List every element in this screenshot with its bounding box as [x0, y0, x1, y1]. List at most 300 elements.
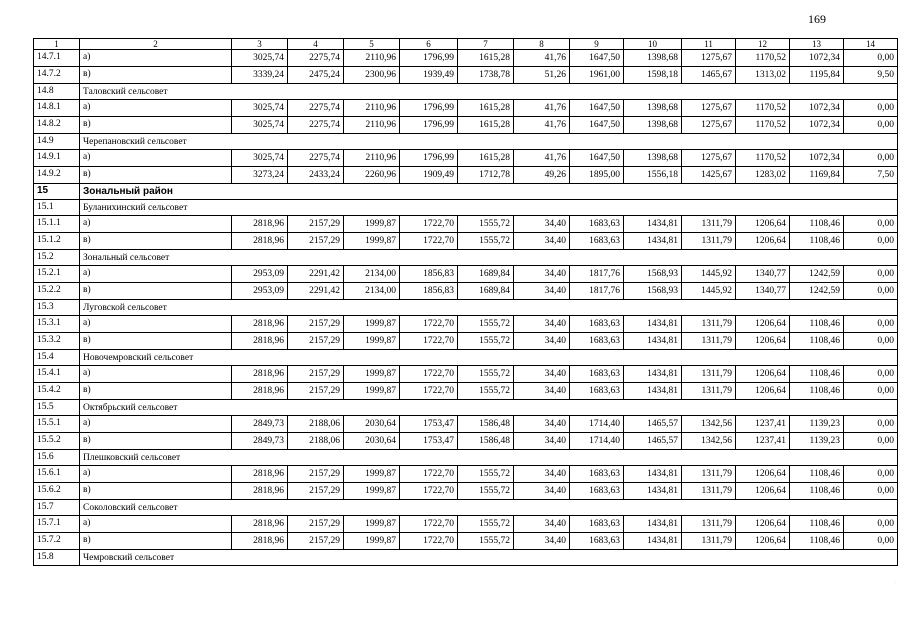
value-cell: 0,00	[844, 266, 898, 283]
row-code-cell: 15.7	[34, 500, 80, 516]
value-cell: 1342,56	[682, 433, 736, 450]
value-cell: 1796,99	[400, 50, 458, 67]
value-cell: 1555,72	[458, 466, 514, 483]
value-cell: 1722,70	[400, 483, 458, 500]
table-row	[34, 233, 898, 250]
row-label-cell: а)	[80, 100, 232, 117]
value-cell: 2157,29	[288, 383, 344, 400]
value-cell: 1206,64	[736, 466, 790, 483]
value-cell: 0,00	[844, 483, 898, 500]
value-cell: 1689,84	[458, 266, 514, 283]
row-label-cell: а)	[80, 516, 232, 533]
row-code-cell: 15.7.1	[34, 516, 80, 533]
value-cell: 1722,70	[400, 333, 458, 350]
value-cell: 1817,76	[570, 266, 624, 283]
value-cell: 2818,96	[232, 216, 288, 233]
row-code-cell: 15.4.1	[34, 366, 80, 383]
row-label-cell: в)	[80, 167, 232, 184]
section-title-cell: Зональный сельсовет	[80, 250, 898, 266]
value-cell: 3025,74	[232, 150, 288, 167]
row-code-cell: 15.6	[34, 450, 80, 466]
value-cell: 41,76	[514, 117, 570, 134]
row-code-cell: 15.3	[34, 300, 80, 316]
value-cell: 0,00	[844, 533, 898, 550]
table-row	[34, 150, 898, 167]
scan-edge-mark: ·	[894, 580, 896, 586]
section-header-row	[34, 400, 898, 416]
value-cell: 1425,67	[682, 167, 736, 184]
column-number-cell: 12	[736, 39, 790, 50]
value-cell: 1999,87	[344, 333, 400, 350]
row-label-cell: а)	[80, 366, 232, 383]
value-cell: 1615,28	[458, 50, 514, 67]
table-row	[34, 533, 898, 550]
value-cell: 1722,70	[400, 316, 458, 333]
value-cell: 9,50	[844, 67, 898, 84]
value-cell: 34,40	[514, 416, 570, 433]
row-code-cell: 14.9.1	[34, 150, 80, 167]
value-cell: 1817,76	[570, 283, 624, 300]
value-cell: 1714,40	[570, 416, 624, 433]
row-code-cell: 15.5.2	[34, 433, 80, 450]
value-cell: 1465,57	[624, 433, 682, 450]
value-cell: 1108,46	[790, 216, 844, 233]
value-cell: 2157,29	[288, 466, 344, 483]
value-cell: 1311,79	[682, 483, 736, 500]
value-cell: 2818,96	[232, 383, 288, 400]
value-cell: 1170,52	[736, 150, 790, 167]
value-cell: 1313,02	[736, 67, 790, 84]
value-cell: 2110,96	[344, 150, 400, 167]
value-cell: 1311,79	[682, 366, 736, 383]
value-cell: 1722,70	[400, 516, 458, 533]
value-cell: 2818,96	[232, 483, 288, 500]
value-cell: 1999,87	[344, 533, 400, 550]
value-cell: 1170,52	[736, 100, 790, 117]
column-number-cell: 14	[844, 39, 898, 50]
value-cell: 0,00	[844, 383, 898, 400]
value-cell: 0,00	[844, 516, 898, 533]
value-cell: 1108,46	[790, 383, 844, 400]
value-cell: 1434,81	[624, 516, 682, 533]
value-cell: 1434,81	[624, 533, 682, 550]
row-code-cell: 15.2	[34, 250, 80, 266]
section-title-cell: Октябрьский сельсовет	[80, 400, 898, 416]
value-cell: 1398,68	[624, 50, 682, 67]
value-cell: 1555,72	[458, 383, 514, 400]
value-cell: 1434,81	[624, 466, 682, 483]
section-title-cell: Луговской сельсовет	[80, 300, 898, 316]
value-cell: 1139,23	[790, 416, 844, 433]
value-cell: 1434,81	[624, 333, 682, 350]
value-cell: 1796,99	[400, 150, 458, 167]
value-cell: 2818,96	[232, 466, 288, 483]
column-number-cell: 11	[682, 39, 736, 50]
row-code-cell: 15.6.1	[34, 466, 80, 483]
value-cell: 51,26	[514, 67, 570, 84]
section-header-row	[34, 350, 898, 366]
value-cell: 34,40	[514, 533, 570, 550]
row-label-cell: а)	[80, 316, 232, 333]
value-cell: 2157,29	[288, 533, 344, 550]
column-number-cell: 1	[34, 39, 80, 50]
row-label-cell: а)	[80, 50, 232, 67]
value-cell: 1586,48	[458, 416, 514, 433]
value-cell: 1237,41	[736, 433, 790, 450]
row-label-cell: а)	[80, 150, 232, 167]
value-cell: 2475,24	[288, 67, 344, 84]
section-title-cell: Зональный район	[80, 184, 898, 200]
value-cell: 1206,64	[736, 366, 790, 383]
row-code-cell: 15.8	[34, 550, 80, 566]
value-cell: 1206,64	[736, 483, 790, 500]
value-cell: 2818,96	[232, 333, 288, 350]
value-cell: 1683,63	[570, 516, 624, 533]
value-cell: 1170,52	[736, 117, 790, 134]
value-cell: 1445,92	[682, 266, 736, 283]
value-cell: 1722,70	[400, 233, 458, 250]
row-code-cell: 14.9	[34, 134, 80, 150]
section-title-cell: Таловский сельсовет	[80, 84, 898, 100]
value-cell: 1311,79	[682, 516, 736, 533]
value-cell: 0,00	[844, 416, 898, 433]
value-cell: 2275,74	[288, 50, 344, 67]
value-cell: 1568,93	[624, 283, 682, 300]
value-cell: 0,00	[844, 50, 898, 67]
value-cell: 1434,81	[624, 366, 682, 383]
column-number-cell: 5	[344, 39, 400, 50]
value-cell: 3025,74	[232, 50, 288, 67]
value-cell: 34,40	[514, 433, 570, 450]
value-cell: 0,00	[844, 316, 898, 333]
value-cell: 1311,79	[682, 533, 736, 550]
row-label-cell: а)	[80, 266, 232, 283]
value-cell: 1647,50	[570, 117, 624, 134]
row-code-cell: 15.1	[34, 200, 80, 216]
value-cell: 1615,28	[458, 150, 514, 167]
value-cell: 1108,46	[790, 466, 844, 483]
row-code-cell: 15.4.2	[34, 383, 80, 400]
value-cell: 2953,09	[232, 283, 288, 300]
table-row	[34, 266, 898, 283]
value-cell: 1340,77	[736, 266, 790, 283]
row-label-cell: а)	[80, 466, 232, 483]
section-title-cell: Соколовский сельсовет	[80, 500, 898, 516]
row-code-cell: 15	[34, 184, 80, 200]
value-cell: 34,40	[514, 266, 570, 283]
row-label-cell: в)	[80, 383, 232, 400]
column-number-cell: 10	[624, 39, 682, 50]
value-cell: 1434,81	[624, 383, 682, 400]
row-label-cell: в)	[80, 233, 232, 250]
row-code-cell: 15.2.2	[34, 283, 80, 300]
value-cell: 0,00	[844, 150, 898, 167]
row-code-cell: 15.5	[34, 400, 80, 416]
value-cell: 1939,49	[400, 67, 458, 84]
tariff-table	[33, 38, 898, 566]
column-number-cell: 7	[458, 39, 514, 50]
row-label-cell: а)	[80, 416, 232, 433]
value-cell: 7,50	[844, 167, 898, 184]
table-row	[34, 383, 898, 400]
value-cell: 1398,68	[624, 150, 682, 167]
value-cell: 1108,46	[790, 533, 844, 550]
column-number-header-row	[34, 39, 898, 50]
section-header-row	[34, 84, 898, 100]
value-cell: 1999,87	[344, 233, 400, 250]
table-row	[34, 283, 898, 300]
section-header-row	[34, 200, 898, 216]
value-cell: 2300,96	[344, 67, 400, 84]
section-header-row	[34, 550, 898, 566]
value-cell: 1856,83	[400, 283, 458, 300]
value-cell: 3339,24	[232, 67, 288, 84]
table-row	[34, 483, 898, 500]
value-cell: 2110,96	[344, 50, 400, 67]
section-title-cell: Черепановский сельсовет	[80, 134, 898, 150]
row-code-cell: 15.3.1	[34, 316, 80, 333]
value-cell: 1722,70	[400, 383, 458, 400]
value-cell: 34,40	[514, 233, 570, 250]
row-code-cell: 14.8.1	[34, 100, 80, 117]
value-cell: 0,00	[844, 366, 898, 383]
section-title-cell: Плешковский сельсовет	[80, 450, 898, 466]
value-cell: 1434,81	[624, 483, 682, 500]
value-cell: 1340,77	[736, 283, 790, 300]
row-code-cell: 14.7.2	[34, 67, 80, 84]
value-cell: 1895,00	[570, 167, 624, 184]
value-cell: 2157,29	[288, 333, 344, 350]
value-cell: 0,00	[844, 433, 898, 450]
row-code-cell: 15.1.1	[34, 216, 80, 233]
column-number-cell: 8	[514, 39, 570, 50]
row-label-cell: а)	[80, 216, 232, 233]
value-cell: 1195,84	[790, 67, 844, 84]
value-cell: 1796,99	[400, 117, 458, 134]
value-cell: 1722,70	[400, 466, 458, 483]
value-cell: 1555,72	[458, 533, 514, 550]
value-cell: 3025,74	[232, 117, 288, 134]
table-row	[34, 366, 898, 383]
table-row	[34, 100, 898, 117]
row-code-cell: 15.6.2	[34, 483, 80, 500]
value-cell: 49,26	[514, 167, 570, 184]
value-cell: 1999,87	[344, 516, 400, 533]
value-cell: 1108,46	[790, 483, 844, 500]
value-cell: 1683,63	[570, 483, 624, 500]
table-row	[34, 316, 898, 333]
value-cell: 41,76	[514, 150, 570, 167]
row-code-cell: 15.4	[34, 350, 80, 366]
row-code-cell: 14.8	[34, 84, 80, 100]
value-cell: 1555,72	[458, 333, 514, 350]
value-cell: 1311,79	[682, 216, 736, 233]
table-row	[34, 516, 898, 533]
value-cell: 1242,59	[790, 266, 844, 283]
column-number-cell: 4	[288, 39, 344, 50]
value-cell: 0,00	[844, 233, 898, 250]
value-cell: 2157,29	[288, 216, 344, 233]
value-cell: 1206,64	[736, 216, 790, 233]
section-title-cell: Буланихинский сельсовет	[80, 200, 898, 216]
value-cell: 1999,87	[344, 216, 400, 233]
value-cell: 1206,64	[736, 516, 790, 533]
value-cell: 1206,64	[736, 233, 790, 250]
value-cell: 1598,18	[624, 67, 682, 84]
column-number-cell: 2	[80, 39, 232, 50]
value-cell: 1615,28	[458, 100, 514, 117]
value-cell: 0,00	[844, 100, 898, 117]
value-cell: 1586,48	[458, 433, 514, 450]
value-cell: 2260,96	[344, 167, 400, 184]
value-cell: 0,00	[844, 117, 898, 134]
value-cell: 1738,78	[458, 67, 514, 84]
table-row	[34, 50, 898, 67]
page-number: 169	[808, 12, 826, 26]
value-cell: 2110,96	[344, 100, 400, 117]
value-cell: 2433,24	[288, 167, 344, 184]
value-cell: 34,40	[514, 516, 570, 533]
column-number-cell: 9	[570, 39, 624, 50]
value-cell: 1714,40	[570, 433, 624, 450]
value-cell: 1999,87	[344, 316, 400, 333]
value-cell: 0,00	[844, 466, 898, 483]
row-label-cell: в)	[80, 67, 232, 84]
value-cell: 2188,06	[288, 416, 344, 433]
column-number-cell: 3	[232, 39, 288, 50]
value-cell: 1555,72	[458, 366, 514, 383]
value-cell: 1753,47	[400, 433, 458, 450]
value-cell: 1445,92	[682, 283, 736, 300]
value-cell: 1999,87	[344, 383, 400, 400]
value-cell: 1856,83	[400, 266, 458, 283]
value-cell: 34,40	[514, 466, 570, 483]
section-header-row	[34, 500, 898, 516]
value-cell: 1237,41	[736, 416, 790, 433]
value-cell: 1683,63	[570, 466, 624, 483]
value-cell: 1555,72	[458, 516, 514, 533]
value-cell: 1108,46	[790, 233, 844, 250]
value-cell: 1683,63	[570, 533, 624, 550]
value-cell: 2157,29	[288, 483, 344, 500]
value-cell: 1909,49	[400, 167, 458, 184]
value-cell: 34,40	[514, 216, 570, 233]
row-label-cell: в)	[80, 433, 232, 450]
value-cell: 2134,00	[344, 266, 400, 283]
section-header-row	[34, 450, 898, 466]
value-cell: 34,40	[514, 366, 570, 383]
value-cell: 1108,46	[790, 333, 844, 350]
value-cell: 3025,74	[232, 100, 288, 117]
value-cell: 1206,64	[736, 533, 790, 550]
value-cell: 1072,34	[790, 50, 844, 67]
value-cell: 1206,64	[736, 316, 790, 333]
value-cell: 1342,56	[682, 416, 736, 433]
value-cell: 1072,34	[790, 150, 844, 167]
value-cell: 0,00	[844, 216, 898, 233]
value-cell: 2157,29	[288, 516, 344, 533]
value-cell: 2157,29	[288, 316, 344, 333]
value-cell: 1555,72	[458, 316, 514, 333]
column-number-cell: 13	[790, 39, 844, 50]
value-cell: 1796,99	[400, 100, 458, 117]
row-label-cell: в)	[80, 333, 232, 350]
value-cell: 1072,34	[790, 117, 844, 134]
row-label-cell: в)	[80, 283, 232, 300]
row-code-cell: 15.1.2	[34, 233, 80, 250]
value-cell: 1683,63	[570, 233, 624, 250]
value-cell: 1108,46	[790, 316, 844, 333]
value-cell: 1398,68	[624, 117, 682, 134]
value-cell: 2849,73	[232, 433, 288, 450]
value-cell: 1275,67	[682, 50, 736, 67]
value-cell: 2291,42	[288, 266, 344, 283]
value-cell: 0,00	[844, 333, 898, 350]
table-row	[34, 433, 898, 450]
value-cell: 1311,79	[682, 233, 736, 250]
value-cell: 1556,18	[624, 167, 682, 184]
value-cell: 1689,84	[458, 283, 514, 300]
value-cell: 2953,09	[232, 266, 288, 283]
value-cell: 1275,67	[682, 117, 736, 134]
row-label-cell: в)	[80, 533, 232, 550]
value-cell: 1108,46	[790, 516, 844, 533]
value-cell: 34,40	[514, 383, 570, 400]
value-cell: 1206,64	[736, 383, 790, 400]
value-cell: 1072,34	[790, 100, 844, 117]
value-cell: 34,40	[514, 316, 570, 333]
value-cell: 2818,96	[232, 533, 288, 550]
value-cell: 1108,46	[790, 366, 844, 383]
value-cell: 2134,00	[344, 283, 400, 300]
value-cell: 2818,96	[232, 316, 288, 333]
value-cell: 1647,50	[570, 50, 624, 67]
table-row	[34, 416, 898, 433]
value-cell: 1170,52	[736, 50, 790, 67]
value-cell: 1722,70	[400, 366, 458, 383]
value-cell: 2818,96	[232, 233, 288, 250]
value-cell: 2275,74	[288, 100, 344, 117]
value-cell: 1722,70	[400, 533, 458, 550]
value-cell: 34,40	[514, 333, 570, 350]
value-cell: 1283,02	[736, 167, 790, 184]
value-cell: 1712,78	[458, 167, 514, 184]
value-cell: 1683,63	[570, 316, 624, 333]
value-cell: 1275,67	[682, 150, 736, 167]
value-cell: 2291,42	[288, 283, 344, 300]
row-code-cell: 15.5.1	[34, 416, 80, 433]
section-header-row	[34, 300, 898, 316]
table-row	[34, 67, 898, 84]
value-cell: 2110,96	[344, 117, 400, 134]
value-cell: 1647,50	[570, 150, 624, 167]
table-row	[34, 216, 898, 233]
row-label-cell: в)	[80, 483, 232, 500]
section-title-cell: Новочемровский сельсовет	[80, 350, 898, 366]
table-row	[34, 167, 898, 184]
value-cell: 1999,87	[344, 466, 400, 483]
value-cell: 1311,79	[682, 466, 736, 483]
value-cell: 1999,87	[344, 483, 400, 500]
value-cell: 2188,06	[288, 433, 344, 450]
value-cell: 1555,72	[458, 233, 514, 250]
value-cell: 1647,50	[570, 100, 624, 117]
value-cell: 1398,68	[624, 100, 682, 117]
value-cell: 2275,74	[288, 150, 344, 167]
value-cell: 1169,84	[790, 167, 844, 184]
value-cell: 1961,00	[570, 67, 624, 84]
value-cell: 1139,23	[790, 433, 844, 450]
